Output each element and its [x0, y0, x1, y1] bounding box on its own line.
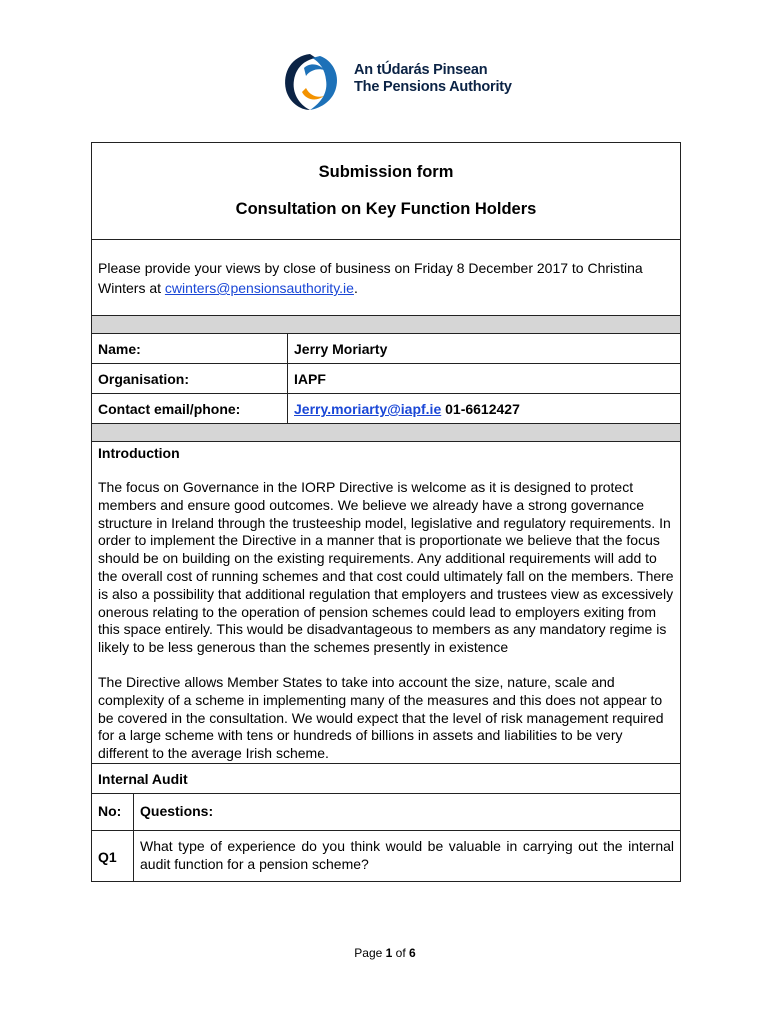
contact-row-email — [92, 394, 680, 424]
introduction-heading: Introduction — [98, 445, 180, 461]
contact-value — [288, 394, 680, 423]
col-no-header: No: — [92, 794, 134, 830]
contact-email-link[interactable]: Jerry.moriarty@iapf.ie — [294, 401, 442, 417]
page-footer — [0, 946, 770, 960]
shaded-divider — [92, 316, 680, 334]
questions-header-row — [92, 794, 680, 831]
name-label: Name: — [92, 334, 288, 363]
contact-row-name — [92, 334, 680, 364]
form-subtitle: Consultation on Key Function Holders — [235, 200, 537, 218]
question-row — [92, 831, 680, 881]
form-title: Submission form — [318, 163, 454, 181]
organisation-value: IAPF — [294, 371, 326, 387]
contact-label: Contact email/phone: — [92, 394, 288, 423]
logo-line-english: The Pensions Authority — [354, 79, 512, 95]
page-total: 6 — [409, 946, 416, 960]
introduction-paragraph-1: The focus on Governance in the IORP Directive is welcome as it is designed to protect members and ensure good outcomes. We believe we already have a strong governance structure in Ireland through the trusteeship model, legislative and regulatory requirements. In order to implement the Directive in a manner that is proportionate we believe that the focus should be on building on the existing requirements. Any additional requirements will add to the overall cost of running schemes and that cost could ultimately fall on the members. There is also a possibility that additional regulation that employers and trustees view as excessively onerous relating to the operation of pension schemes could lead to employers exiting from this space entirely. This would be disadvantageous to members as any mandatory regime is likely to be less generous than the schemes presently in existence — [98, 479, 674, 656]
pensions-authority-logo — [280, 48, 520, 120]
question-text: What type of experience do you think would be valuable in carrying out the internal audit function for a pension scheme? — [140, 837, 674, 872]
instructions-email-link[interactable]: cwinters@pensionsauthority.ie — [164, 280, 354, 296]
logo-swirl-icon — [280, 48, 344, 120]
instructions — [92, 240, 680, 316]
name-value: Jerry Moriarty — [294, 341, 388, 357]
instructions-text: Please provide your views by close of business on Friday 8 December 2017 to Christina Winters at — [98, 260, 643, 296]
shaded-divider — [92, 424, 680, 442]
col-questions-header: Questions: — [140, 802, 214, 819]
instructions-end: . — [353, 280, 358, 296]
question-number: Q1 — [92, 831, 134, 881]
logo-line-irish: An tÚdarás Pinsean — [354, 62, 488, 78]
contact-row-organisation — [92, 364, 680, 394]
organisation-label: Organisation: — [92, 364, 288, 393]
submission-form — [91, 142, 681, 882]
contact-phone: 01-6612427 — [441, 401, 520, 417]
internal-audit-heading: Internal Audit — [92, 764, 680, 794]
page-of: of — [392, 946, 410, 960]
introduction-paragraph-2: The Directive allows Member States to take into account the size, nature, scale and complexity of a scheme in implementing many of the measures and this does not appear to be covered in the consultation. We would expect that the level of risk management required for a large scheme with tens or hundreds of billions in assets and liabilities to be very different to the average Irish scheme. — [98, 673, 664, 762]
page-current: 1 — [385, 946, 393, 960]
form-header — [92, 143, 680, 240]
page-prefix: Page — [354, 946, 386, 960]
logo-text — [354, 62, 512, 96]
introduction-section — [92, 442, 680, 764]
